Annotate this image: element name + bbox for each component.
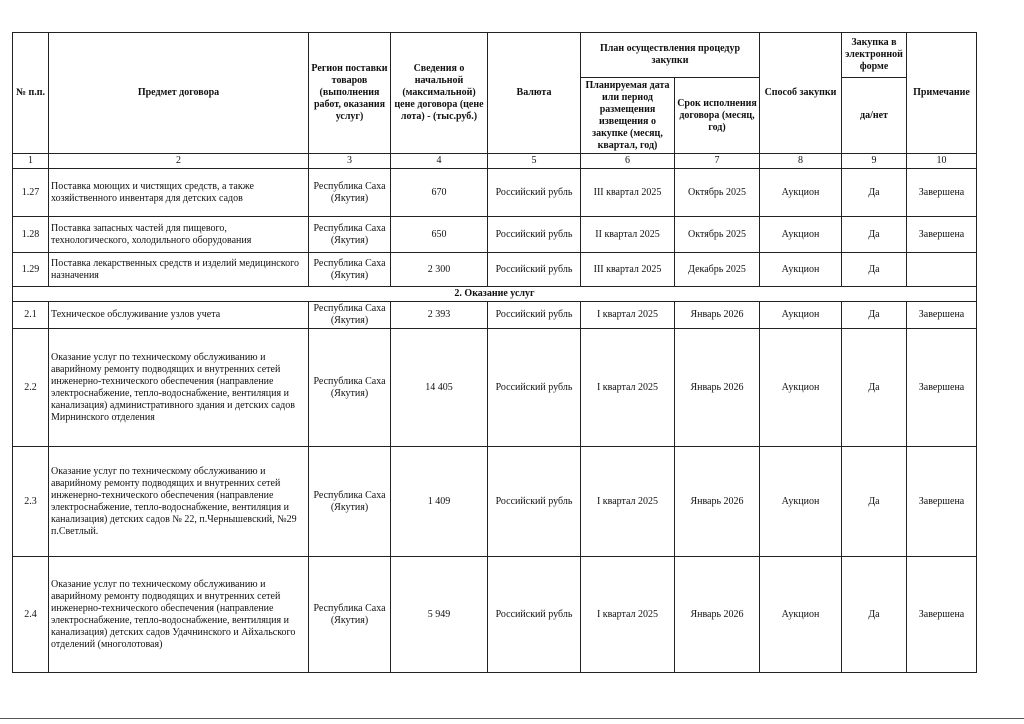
row-price: 670 [391, 169, 488, 217]
row-price: 5 949 [391, 557, 488, 673]
row-num: 1.29 [13, 253, 49, 287]
row-plan: I квартал 2025 [581, 557, 675, 673]
row-method: Аукцион [760, 329, 842, 447]
header-plan-date: Планируемая дата или период размещения извещения о закупке (месяц, квартал, год) [581, 78, 675, 154]
column-number: 3 [309, 154, 391, 169]
row-currency: Российский рубль [488, 302, 581, 329]
header-currency: Валюта [488, 33, 581, 154]
page-bottom-divider [0, 718, 1024, 719]
row-note: Завершена [907, 447, 977, 557]
row-note [907, 253, 977, 287]
row-term: Январь 2026 [675, 329, 760, 447]
column-number: 1 [13, 154, 49, 169]
table-row [13, 253, 977, 287]
header-region: Регион поставки товаров (выполнения работ, оказания услуг) [309, 33, 391, 154]
header-term: Срок исполнения договора (месяц, год) [675, 78, 760, 154]
row-plan: I квартал 2025 [581, 302, 675, 329]
header-price: Сведения о начальной (максимальной) цене договора (цене лота) - (тыс.руб.) [391, 33, 488, 154]
table-row [13, 169, 977, 217]
row-region: Республика Саха (Якутия) [309, 302, 391, 329]
row-electronic: Да [842, 169, 907, 217]
row-plan: III квартал 2025 [581, 169, 675, 217]
table-row [13, 217, 977, 253]
row-plan: III квартал 2025 [581, 253, 675, 287]
row-region: Республика Саха (Якутия) [309, 217, 391, 253]
procurement-plan-sheet [12, 32, 977, 673]
row-term: Январь 2026 [675, 302, 760, 329]
row-term: Январь 2026 [675, 557, 760, 673]
row-plan: II квартал 2025 [581, 217, 675, 253]
row-term: Октябрь 2025 [675, 169, 760, 217]
row-method: Аукцион [760, 217, 842, 253]
column-number: 2 [49, 154, 309, 169]
row-note: Завершена [907, 169, 977, 217]
column-number: 5 [488, 154, 581, 169]
row-subject: Поставка моющих и чистящих средств, а также хозяйственного инвентаря для детских садов [49, 169, 309, 217]
column-number: 8 [760, 154, 842, 169]
row-currency: Российский рубль [488, 253, 581, 287]
row-num: 2.1 [13, 302, 49, 329]
row-term: Октябрь 2025 [675, 217, 760, 253]
row-note: Завершена [907, 217, 977, 253]
column-number: 6 [581, 154, 675, 169]
row-electronic: Да [842, 253, 907, 287]
column-number: 4 [391, 154, 488, 169]
header-num: № п.п. [13, 33, 49, 154]
row-subject: Оказание услуг по техническому обслуживанию и аварийному ремонту подводящих и внутренних сетей инженерно-технического обеспечения (направление электроснабжение, тепло-водоснабжение, вентиляция и канализация) детских садов Удачнинского и Айхальского отделений (многолотовая) [49, 557, 309, 673]
row-region: Республика Саха (Якутия) [309, 447, 391, 557]
row-price: 650 [391, 217, 488, 253]
row-currency: Российский рубль [488, 169, 581, 217]
row-method: Аукцион [760, 302, 842, 329]
row-subject: Оказание услуг по техническому обслуживанию и аварийному ремонту подводящих и внутренних сетей инженерно-технического обеспечения (направление электроснабжение, тепло-водоснабжение, вентиляция и канализация) административного здания и детских садов Мирнинского отделения [49, 329, 309, 447]
row-region: Республика Саха (Якутия) [309, 253, 391, 287]
row-electronic: Да [842, 329, 907, 447]
table-row [13, 302, 977, 329]
row-currency: Российский рубль [488, 557, 581, 673]
row-term: Декабрь 2025 [675, 253, 760, 287]
header-plan-group: План осуществления процедур закупки [581, 33, 760, 78]
header-row-1 [13, 33, 977, 78]
row-subject: Поставка запасных частей для пищевого, технологического, холодильного оборудования [49, 217, 309, 253]
row-method: Аукцион [760, 253, 842, 287]
section-title-row [13, 287, 977, 302]
column-number: 10 [907, 154, 977, 169]
column-number-row [13, 154, 977, 169]
row-num: 2.2 [13, 329, 49, 447]
row-currency: Российский рубль [488, 329, 581, 447]
row-note: Завершена [907, 302, 977, 329]
header-method: Способ закупки [760, 33, 842, 154]
row-method: Аукцион [760, 447, 842, 557]
column-number: 7 [675, 154, 760, 169]
row-note: Завершена [907, 329, 977, 447]
table-row [13, 329, 977, 447]
row-price: 2 300 [391, 253, 488, 287]
procurement-plan-table [12, 32, 977, 673]
row-region: Республика Саха (Якутия) [309, 169, 391, 217]
table-row [13, 557, 977, 673]
row-num: 1.27 [13, 169, 49, 217]
row-num: 2.4 [13, 557, 49, 673]
row-num: 2.3 [13, 447, 49, 557]
row-method: Аукцион [760, 169, 842, 217]
row-electronic: Да [842, 447, 907, 557]
row-region: Республика Саха (Якутия) [309, 329, 391, 447]
row-currency: Российский рубль [488, 217, 581, 253]
row-electronic: Да [842, 217, 907, 253]
header-yes-no: да/нет [842, 78, 907, 154]
header-note: Примечание [907, 33, 977, 154]
row-method: Аукцион [760, 557, 842, 673]
row-price: 14 405 [391, 329, 488, 447]
row-electronic: Да [842, 557, 907, 673]
row-price: 2 393 [391, 302, 488, 329]
header-electronic: Закупка в электронной форме [842, 33, 907, 78]
header-subject: Предмет договора [49, 33, 309, 154]
row-num: 1.28 [13, 217, 49, 253]
table-row [13, 447, 977, 557]
row-price: 1 409 [391, 447, 488, 557]
row-term: Январь 2026 [675, 447, 760, 557]
row-subject: Техническое обслуживание узлов учета [49, 302, 309, 329]
row-currency: Российский рубль [488, 447, 581, 557]
column-number: 9 [842, 154, 907, 169]
row-note: Завершена [907, 557, 977, 673]
row-subject: Оказание услуг по техническому обслуживанию и аварийному ремонту подводящих и внутренних сетей инженерно-технического обеспечения (направление электроснабжение, тепло-водоснабжение, вентиляция и канализация) детских садов № 22, п.Чернышевский, №29 п.Светлый. [49, 447, 309, 557]
row-region: Республика Саха (Якутия) [309, 557, 391, 673]
section-title: 2. Оказание услуг [13, 287, 977, 302]
row-plan: I квартал 2025 [581, 447, 675, 557]
row-subject: Поставка лекарственных средств и изделий медицинского назначения [49, 253, 309, 287]
row-electronic: Да [842, 302, 907, 329]
row-plan: I квартал 2025 [581, 329, 675, 447]
